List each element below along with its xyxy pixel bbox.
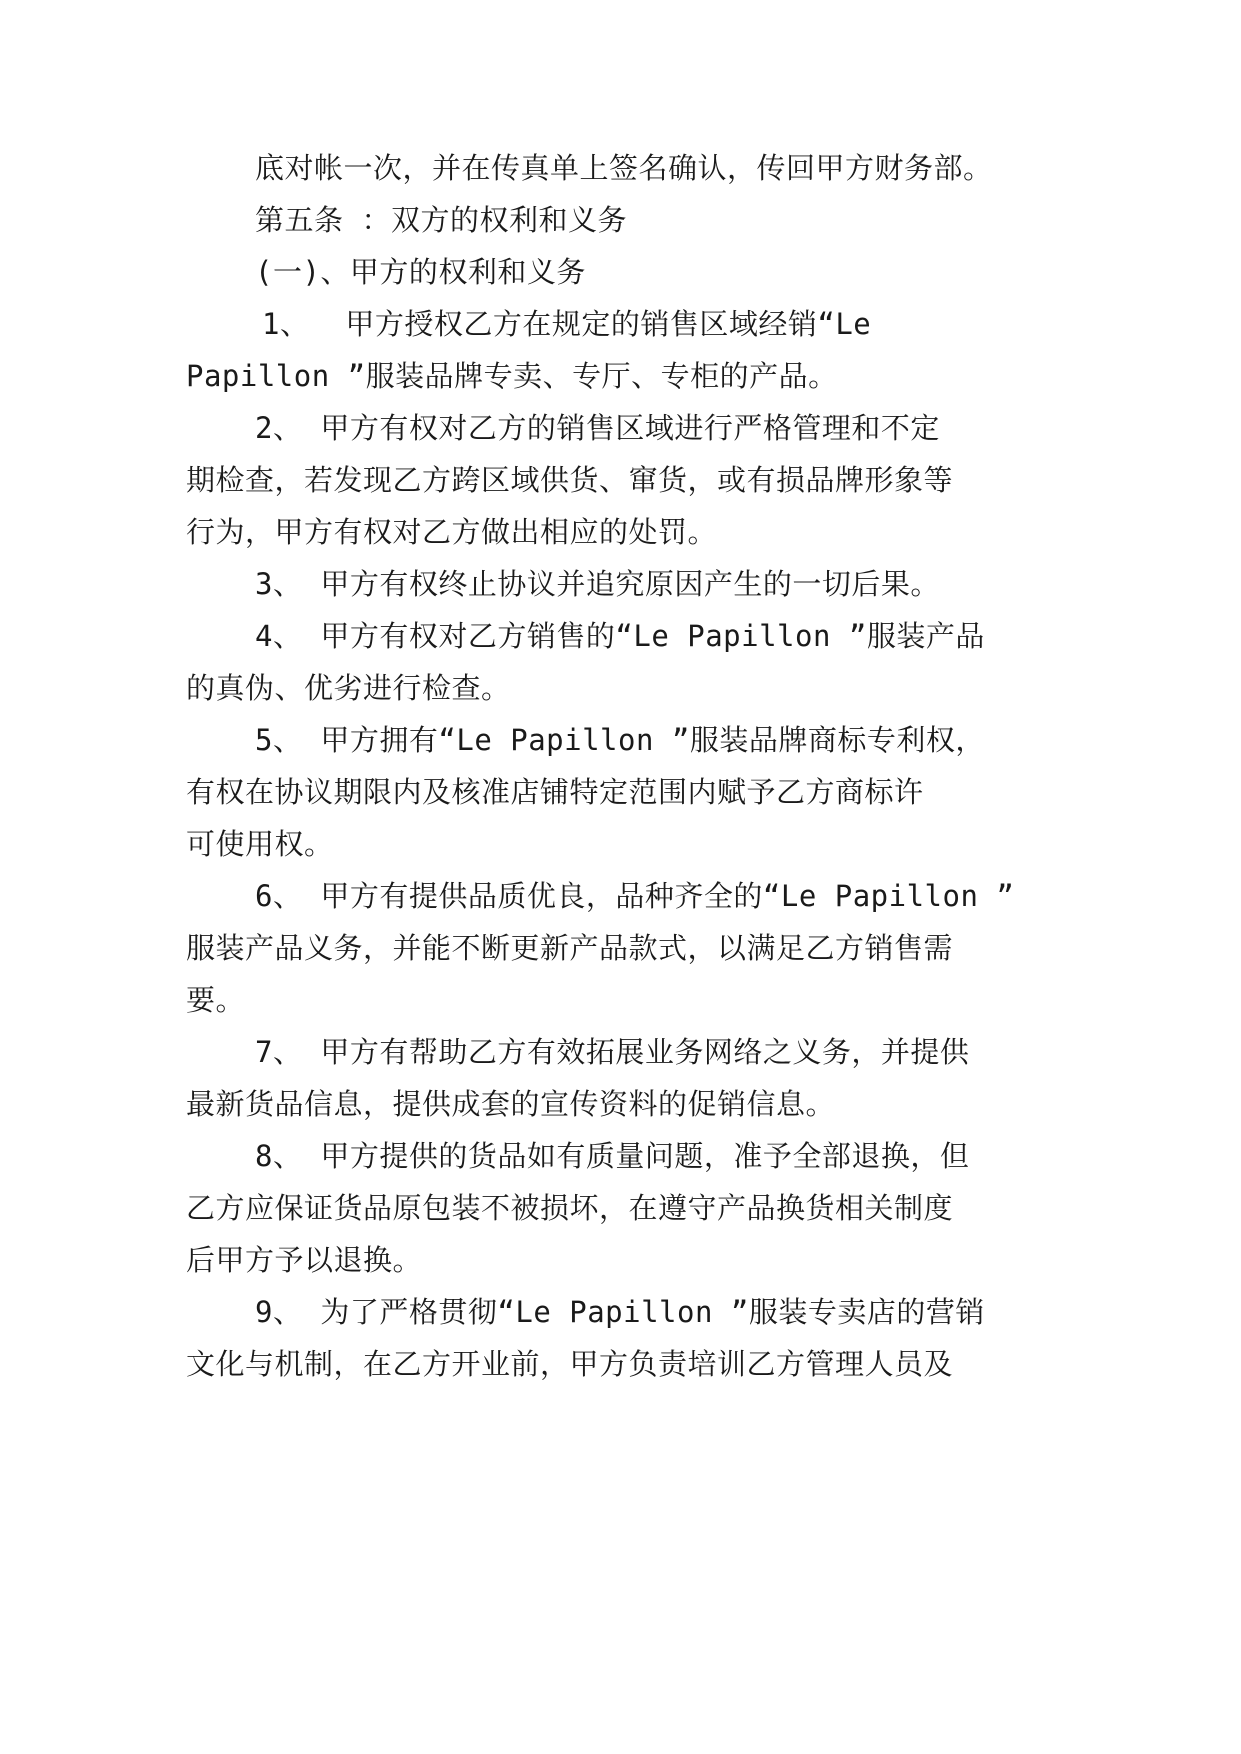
clause-8-line-1: 8、 甲方提供的货品如有质量问题，准予全部退换，但 <box>255 1139 970 1173</box>
clause-6-line-2: 服装产品义务，并能不断更新产品款式，以满足乙方销售需 <box>186 931 954 965</box>
clause-6-line-1: 6、 甲方有提供品质优良，品种齐全的“Le Papillon ” <box>255 879 1015 913</box>
clause-9-line-1: 9、 为了严格贯彻“Le Papillon ”服装专卖店的营销 <box>255 1295 985 1329</box>
clause-8-line-3: 后甲方予以退换。 <box>186 1243 423 1277</box>
clause-3-line-1: 3、 甲方有权终止协议并追究原因产生的一切后果。 <box>255 567 940 601</box>
clause-7-line-1: 7、 甲方有帮助乙方有效拓展业务网络之义务，并提供 <box>255 1035 970 1069</box>
clause-4-line-2: 的真伪、优劣进行检查。 <box>186 671 511 705</box>
clause-2-line-2: 期检查，若发现乙方跨区域供货、窜货，或有损品牌形象等 <box>186 463 954 497</box>
clause-2-line-1: 2、 甲方有权对乙方的销售区域进行严格管理和不定 <box>255 411 940 445</box>
clause-4-line-1: 4、 甲方有权对乙方销售的“Le Papillon ”服装产品 <box>255 619 985 653</box>
clause-8-line-2: 乙方应保证货品原包装不被损坏，在遵守产品换货相关制度 <box>186 1191 954 1225</box>
clause-9-line-2: 文化与机制，在乙方开业前，甲方负责培训乙方管理人员及 <box>186 1347 954 1381</box>
clause-1-line-2: Papillon ”服装品牌专卖、专厅、专柜的产品。 <box>186 359 838 393</box>
text-line-continuation: 底对帐一次，并在传真单上签名确认，传回甲方财务部。 <box>255 151 993 185</box>
clause-2-line-3: 行为，甲方有权对乙方做出相应的处罚。 <box>186 515 718 549</box>
clause-7-line-2: 最新货品信息，提供成套的宣传资料的促销信息。 <box>186 1087 836 1121</box>
clause-5-line-2: 有权在协议期限内及核准店铺特定范围内赋予乙方商标许 <box>186 775 924 809</box>
section-heading: (一)、甲方的权利和义务 <box>255 255 586 289</box>
article-heading: 第五条 ：双方的权利和义务 <box>255 203 627 237</box>
clause-5-line-3: 可使用权。 <box>186 827 334 861</box>
clause-6-line-3: 要。 <box>186 983 246 1017</box>
clause-1-line-1: 1、 甲方授权乙方在规定的销售区域经销“Le <box>262 307 872 341</box>
clause-5-line-1: 5、 甲方拥有“Le Papillon ”服装品牌商标专利权， <box>255 723 985 757</box>
